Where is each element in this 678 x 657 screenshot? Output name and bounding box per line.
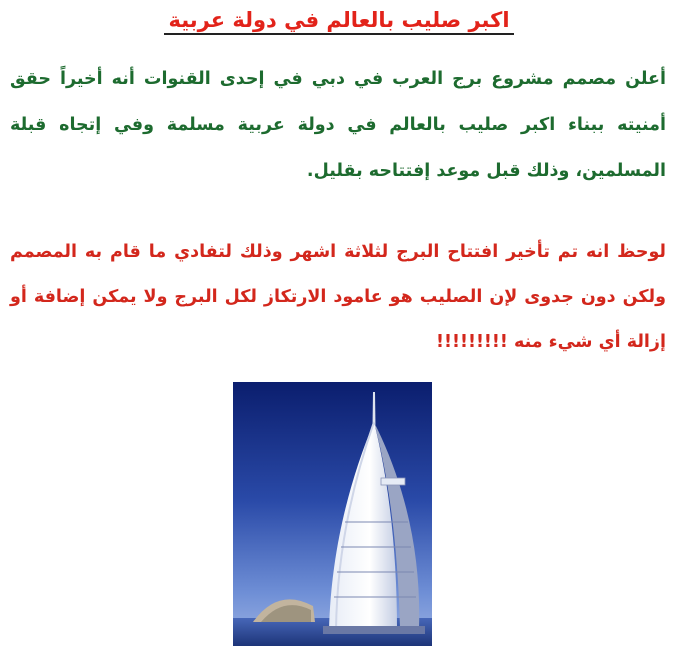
burj-al-arab-photo [233,382,432,646]
paragraph-announcement: أعلن مصمم مشروع برج العرب في دبي في إحدى القنوات أنه أخيراً حقق أمنيته ببناء اكبر صليب بالعالم في دولة عربية مسلمة وفي إتجاه قبلة المسلمين، وذلك قبل موعد إفتتاحه بقليل. [10,69,666,181]
article-title [0,8,678,32]
article-title-text: اكبر صليب بالعالم في دولة عربية [164,8,513,35]
paragraph-delay: لوحظ انه تم تأخير افتتاح البرج لثلاثة اشهر وذلك لتفادي ما قام به المصمم ولكن دون جدوى لإن الصليب هو عامود الارتكاز لكل البرج ولا يمكن إضافة أو إزالة أي شيء منه !!!!!!!!! [10,242,666,352]
helipad [381,478,405,485]
tower-illustration [233,382,432,646]
